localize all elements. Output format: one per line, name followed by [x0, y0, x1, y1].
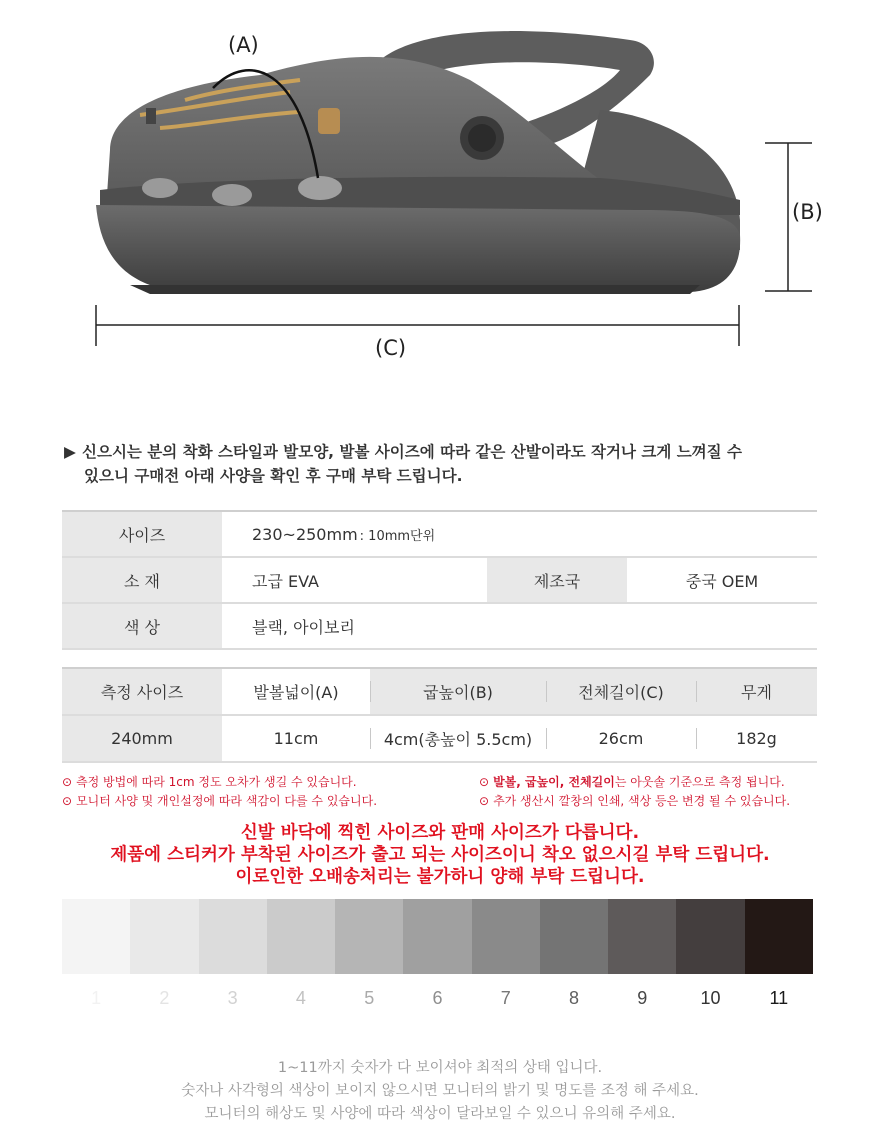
gray-swatch-11 — [745, 899, 813, 974]
spec-size-label: 사이즈 — [62, 512, 222, 556]
warning-line-1: 신발 바닥에 찍힌 사이즈와 판매 사이즈가 다릅니다. — [240, 823, 640, 843]
note-left-2-text: 모니터 사양 및 개인설정에 따라 색감이 다를 수 있습니다. — [76, 794, 378, 808]
spec-size-value-cell — [222, 512, 817, 556]
spec-color-label: 색 상 — [62, 604, 222, 648]
note-right-1-bold: 발볼, 굽높이, 전체길이 — [493, 775, 615, 789]
gray-number-5: 5 — [364, 988, 375, 1008]
spec-origin-value: 중국 OEM — [627, 558, 817, 602]
spec-row-color — [62, 604, 817, 650]
gray-swatch-2 — [130, 899, 198, 974]
dimension-c-label: (C) — [375, 336, 407, 360]
note-right-1-text: 는 아웃솔 기준으로 측정 됩니다. — [614, 775, 785, 789]
spec-material-value: 고급 EVA — [222, 558, 487, 602]
spec-color-value: 블랙, 아이보리 — [222, 604, 817, 648]
bullet-icon: ⊙ — [479, 775, 490, 789]
bullet-icon: ⊙ — [62, 794, 73, 808]
gray-swatch-3 — [199, 899, 267, 974]
gray-number-1: 1 — [91, 988, 102, 1008]
shoe-sole — [96, 205, 740, 292]
shoe-tread — [130, 285, 700, 294]
gray-swatch-4 — [267, 899, 335, 974]
spec-row-size — [62, 512, 817, 558]
size-warning — [40, 822, 840, 888]
gray-number-3: 3 — [227, 988, 238, 1008]
measure-value-size: 240mm — [62, 716, 222, 761]
charm — [318, 108, 340, 134]
charm — [146, 108, 156, 124]
measure-value-width: 11cm — [273, 729, 319, 748]
note-left-1-text: 측정 방법에 따라 1cm 정도 오차가 생길 수 있습니다. — [76, 775, 357, 789]
gray-number-8: 8 — [568, 988, 579, 1008]
notice-line-2: 있으니 구매전 아래 사양을 확인 후 구매 부탁 드립니다. — [84, 467, 463, 485]
gray-number-6: 6 — [432, 988, 443, 1008]
measure-header-weight: 무게 — [696, 669, 817, 714]
monitor-notice-line-2: 숫자나 사각형의 색상이 보이지 않으시면 모니터의 밝기 및 명도를 조정 해 주세요. — [181, 1083, 699, 1099]
purchase-notice — [64, 440, 824, 488]
measure-value-length: 26cm — [546, 716, 696, 761]
measure-value-row — [62, 716, 817, 763]
bullet-icon: ⊙ — [479, 794, 490, 808]
gray-swatch-8 — [540, 899, 608, 974]
measure-header-width: 발볼넓이(A) — [222, 669, 370, 714]
gray-scale-strip — [62, 899, 813, 974]
measure-value-weight: 182g — [696, 716, 817, 761]
dimension-c-bracket — [96, 305, 739, 346]
gray-swatch-6 — [403, 899, 471, 974]
spec-table — [62, 510, 817, 650]
gray-number-9: 9 — [637, 988, 648, 1008]
vent-hole — [212, 184, 252, 206]
gray-scale-numbers — [62, 988, 813, 1009]
spec-size-unit: : 10mm단위 — [359, 528, 436, 544]
dimension-a-label: (A) — [228, 33, 259, 57]
spec-size-value: 230~250mm — [252, 524, 358, 544]
spec-origin-label: 제조국 — [487, 558, 627, 602]
vent-hole — [142, 178, 178, 198]
gray-number-11: 11 — [769, 988, 789, 1008]
note-right-2-text: 추가 생산시 깔창의 인쇄, 색상 등은 변경 될 수 있습니다. — [493, 794, 791, 808]
warning-line-3: 이로인한 오배송처리는 불가하니 양해 부탁 드립니다. — [235, 867, 645, 887]
notice-line-1 — [64, 440, 824, 464]
gray-swatch-10 — [676, 899, 744, 974]
gray-swatch-1 — [62, 899, 130, 974]
bullet-icon: ⊙ — [62, 775, 73, 789]
monitor-notice-line-3: 모니터의 해상도 및 사양에 따라 색상이 달라보일 수 있으니 유의해 주세요. — [204, 1106, 676, 1122]
measure-header-length: 전체길이(C) — [546, 669, 696, 714]
gray-swatch-5 — [335, 899, 403, 974]
dimension-b-label: (B) — [792, 200, 823, 224]
note-right-2 — [479, 792, 790, 809]
note-left-2 — [62, 792, 377, 809]
measure-table — [62, 667, 817, 763]
gray-number-4: 4 — [295, 988, 306, 1008]
spec-row-material — [62, 558, 817, 604]
measure-header-heel: 굽높이(B) — [370, 669, 546, 714]
spec-material-label: 소 재 — [62, 558, 222, 602]
monitor-notice-line-1: 1~11까지 숫자가 다 보이셔야 최적의 상태 입니다. — [277, 1060, 603, 1076]
shoe-illustration — [0, 0, 880, 400]
gray-swatch-9 — [608, 899, 676, 974]
gray-number-2: 2 — [159, 988, 170, 1008]
gray-number-7: 7 — [500, 988, 511, 1008]
gray-number-10: 10 — [700, 988, 721, 1008]
notice-text-1: 신으시는 분의 착화 스타일과 발모양, 발볼 사이즈에 따라 같은 산발이라도 작거나 크게 느껴질 수 — [82, 443, 742, 461]
gray-swatch-7 — [472, 899, 540, 974]
measure-header-row — [62, 669, 817, 716]
vent-hole — [298, 176, 342, 200]
note-right-1 — [479, 773, 785, 790]
arrow-icon: ▶ — [64, 443, 76, 461]
warning-line-2: 제품에 스티커가 부착된 사이즈가 출고 되는 사이즈이니 착오 없으시길 부탁 드립니다. — [110, 845, 770, 865]
monitor-notice — [40, 1057, 840, 1126]
measure-value-heel: 4cm(총높이 5.5cm) — [370, 716, 546, 761]
shoe-diagram — [0, 0, 880, 400]
measure-header-size: 측정 사이즈 — [62, 669, 222, 714]
note-left-1 — [62, 773, 357, 790]
